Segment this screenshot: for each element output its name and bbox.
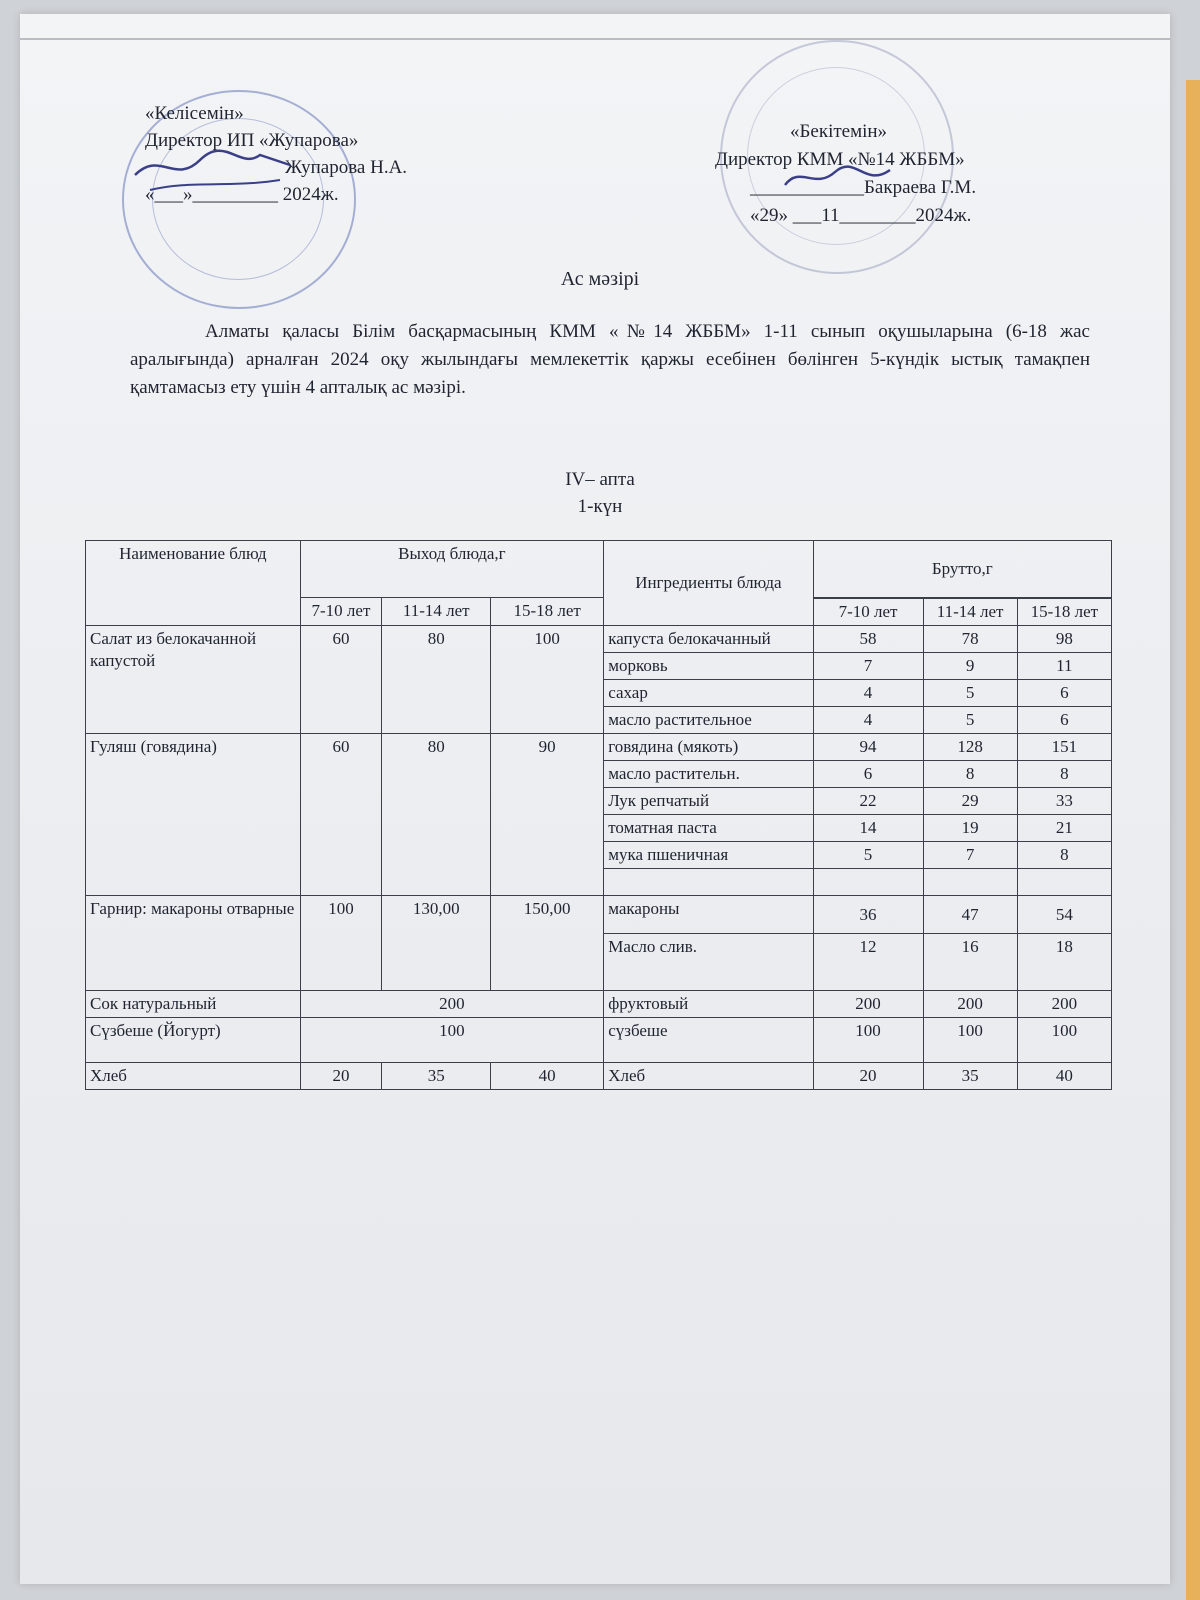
brutto-cell: 16 [923, 934, 1017, 991]
ingredient-cell: макароны [604, 896, 813, 934]
brutto-cell: 35 [923, 1063, 1017, 1090]
ingredient-cell: Хлеб [604, 1063, 813, 1090]
brutto-cell: 12 [813, 934, 923, 991]
output-cell: 100 [300, 896, 382, 991]
brutto-cell: 6 [1017, 680, 1111, 707]
brutto-cell: 5 [923, 707, 1017, 734]
menu-table [85, 540, 1112, 1090]
output-cell: 80 [382, 626, 491, 734]
brutto-cell: 200 [813, 991, 923, 1018]
header-output: Выход блюда,г [300, 541, 604, 598]
dish-name: Гарнир: макароны отварные [86, 896, 301, 991]
brutto-cell: 7 [923, 842, 1017, 869]
brutto-cell: 21 [1017, 815, 1111, 842]
header-output-age1: 7-10 лет [300, 598, 382, 626]
brutto-cell: 94 [813, 734, 923, 761]
table-row [86, 896, 1112, 934]
empty-cell [604, 869, 813, 896]
brutto-cell: 47 [923, 896, 1017, 934]
ingredient-cell: Лук репчатый [604, 788, 813, 815]
approval-left-line1: «Келісемін» [145, 103, 244, 124]
empty-cell [813, 869, 923, 896]
output-cell: 130,00 [382, 896, 491, 991]
output-cell-merged: 100 [300, 1018, 604, 1063]
table-row [86, 1063, 1112, 1090]
brutto-cell: 36 [813, 896, 923, 934]
output-cell: 80 [382, 734, 491, 896]
sleeve-edge [20, 38, 1170, 40]
brutto-cell: 128 [923, 734, 1017, 761]
brutto-cell: 4 [813, 680, 923, 707]
brutto-cell: 200 [1017, 991, 1111, 1018]
empty-cell [923, 869, 1017, 896]
output-cell: 150,00 [491, 896, 604, 991]
brutto-cell: 5 [923, 680, 1017, 707]
dish-name: Сүзбеше (Йогурт) [86, 1018, 301, 1063]
header-row [86, 541, 1112, 598]
ingredient-cell: мука пшеничная [604, 842, 813, 869]
ingredient-cell: сүзбеше [604, 1018, 813, 1063]
brutto-cell: 8 [923, 761, 1017, 788]
header-brutto-age3: 15-18 лет [1017, 599, 1111, 626]
intro-paragraph: Алматы қаласы Білім басқармасының КММ «№14 ЖББМ» 1-11 сынып оқушыларына (6-18 жас аралығында) арналған 2024 оқу жылындағы мемлекеттік қаржы есебінен бөлінген 5-күндік ыстық тамақпен қамтамасыз ету үшін 4 апталық ас мәзірі. [130, 321, 1090, 398]
brutto-cell: 54 [1017, 896, 1111, 934]
header-ingredients: Ингредиенты блюда [604, 541, 813, 626]
output-cell: 100 [491, 626, 604, 734]
approval-left-line4: «___»_________ 2024ж. [145, 184, 339, 205]
ingredient-cell: масло растительное [604, 707, 813, 734]
brutto-cell: 20 [813, 1063, 923, 1090]
brutto-cell: 100 [813, 1018, 923, 1063]
approval-right-line2: Директор КММ «№14 ЖББМ» [715, 149, 965, 170]
output-cell: 60 [300, 626, 382, 734]
brutto-cell: 5 [813, 842, 923, 869]
ingredient-cell: морковь [604, 653, 813, 680]
empty-cell [1017, 869, 1111, 896]
approval-block-left [145, 100, 407, 208]
output-cell: 35 [382, 1063, 491, 1090]
header-brutto: Брутто,г [813, 541, 1111, 598]
brutto-cell: 6 [813, 761, 923, 788]
brutto-cell: 19 [923, 815, 1017, 842]
week-heading [0, 466, 1200, 520]
ingredient-cell: фруктовый [604, 991, 813, 1018]
brutto-cell: 78 [923, 626, 1017, 653]
brutto-cell: 200 [923, 991, 1017, 1018]
header-brutto-age2: 11-14 лет [923, 599, 1017, 626]
dish-name: Хлеб [86, 1063, 301, 1090]
ingredient-cell: сахар [604, 680, 813, 707]
header-dish-name: Наименование блюд [86, 541, 301, 626]
header-brutto-age1: 7-10 лет [813, 599, 923, 626]
table-row [86, 626, 1112, 653]
ingredient-cell: капуста белокачанный [604, 626, 813, 653]
brutto-cell: 58 [813, 626, 923, 653]
brutto-cell: 14 [813, 815, 923, 842]
brutto-cell: 8 [1017, 842, 1111, 869]
brutto-cell: 98 [1017, 626, 1111, 653]
brutto-cell: 22 [813, 788, 923, 815]
day-label: 1-күн [577, 496, 623, 517]
brutto-cell: 6 [1017, 707, 1111, 734]
brutto-cell: 8 [1017, 761, 1111, 788]
output-cell: 60 [300, 734, 382, 896]
approval-right-line4: «29» ___11________2024ж. [750, 205, 972, 226]
header-output-age2: 11-14 лет [382, 598, 491, 626]
brutto-cell: 33 [1017, 788, 1111, 815]
brutto-cell: 40 [1017, 1063, 1111, 1090]
brutto-cell: 151 [1017, 734, 1111, 761]
brutto-cell: 7 [813, 653, 923, 680]
table-row [86, 991, 1112, 1018]
brutto-cell: 11 [1017, 653, 1111, 680]
brutto-cell: 100 [923, 1018, 1017, 1063]
approval-right-line1: «Бекітемін» [790, 121, 888, 142]
background-strip [1186, 80, 1200, 1600]
dish-name: Сок натуральный [86, 991, 301, 1018]
ingredient-cell: масло растительн. [604, 761, 813, 788]
approval-right-line3: ____________Бакраева Г.М. [750, 177, 977, 198]
approval-block-right [715, 118, 976, 230]
week-label: IV– апта [565, 469, 635, 490]
header-output-age3: 15-18 лет [491, 598, 604, 626]
ingredient-cell: томатная паста [604, 815, 813, 842]
ingredient-cell: Масло слив. [604, 934, 813, 991]
page-title: Ас мәзірі [560, 268, 640, 290]
table-row [86, 1018, 1112, 1063]
ingredient-cell: говядина (мякоть) [604, 734, 813, 761]
brutto-cell: 18 [1017, 934, 1111, 991]
output-cell-merged: 200 [300, 991, 604, 1018]
approval-left-line2: Директор ИП «Жупарова» [145, 130, 359, 151]
approval-left-line3: Жупарова Н.А. [285, 157, 408, 178]
output-cell: 90 [491, 734, 604, 896]
dish-name: Гуляш (говядина) [86, 734, 301, 896]
output-cell: 40 [491, 1063, 604, 1090]
table-row [86, 734, 1112, 761]
brutto-cell: 100 [1017, 1018, 1111, 1063]
brutto-cell: 4 [813, 707, 923, 734]
brutto-cell: 9 [923, 653, 1017, 680]
dish-name: Салат из белокачанной капустой [86, 626, 301, 734]
brutto-cell: 29 [923, 788, 1017, 815]
output-cell: 20 [300, 1063, 382, 1090]
